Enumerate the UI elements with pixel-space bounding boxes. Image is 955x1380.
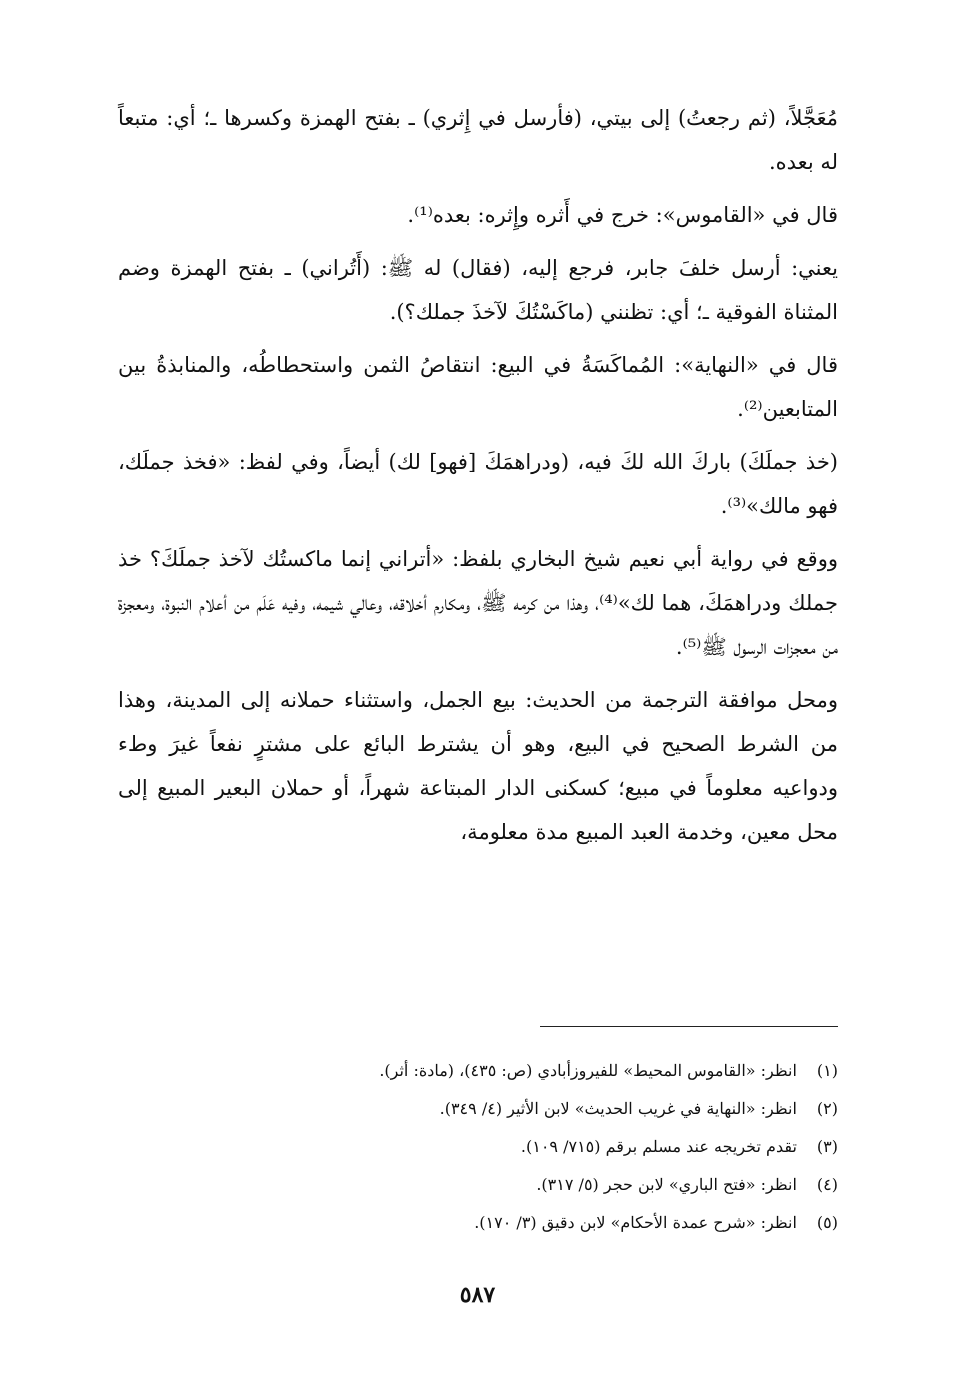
page-number: ٥٨٧ (459, 1282, 496, 1308)
paragraph-2: قال في «القاموس»: خرج في أَثره وإِثره: بعده⁽¹⁾. (407, 203, 838, 227)
footnote-2 (118, 1090, 838, 1128)
footnote-text: انظر: «فتح الباري» لابن حجر (٥/ ٣١٧). (536, 1175, 797, 1194)
paragraph-7: ومحل موافقة الترجمة من الحديث: بيع الجمل، واستثناء حملانه إلى المدينة، وهذا من الشرط الصحيح في البيع، وهو أن يشترط البائع على مشترٍ نفعاً غيرَ وطء ودواعيه معلوماً في مبيع؛ كسكنى الدار المبتاعة شهراً، أو حملان البعير المبيع إلى محل معين، وخدمة العبد المبيع مدة معلومة، (118, 688, 838, 844)
footnote-5 (118, 1204, 838, 1242)
paragraph-5: (خذ جملَكَ) باركَ الله لكَ فيه، (ودراهمَكَ [فهو] لك) أيضاً، وفي لفظ: «فخذ جملَك، فهو مالك»⁽³⁾. (118, 450, 838, 518)
paragraph-6: ووقع في رواية أبي نعيم شيخ البخاري بلفظ: «أتراني إنما ماكستُك لآخذ جملَكَ؟ خذ جملك ودراهمَكَ، هما لك»⁽⁴⁾، وهذا من كرمه ﷺ، ومكارم أخلاقه، وعالي شيمه، وفيه عَلَم من أعلام النبوة، ومعجزة من معجزات الرسول ﷺ⁽⁵⁾. (118, 547, 838, 659)
footnote-divider (540, 1026, 838, 1027)
footnotes-list (118, 1052, 838, 1242)
footnote-3 (118, 1128, 838, 1166)
footnote-text: تقدم تخريجه عند مسلم برقم (٧١٥/ ١٠٩). (520, 1137, 797, 1156)
footnote-1 (118, 1052, 838, 1090)
footnote-text: انظر: «النهاية في غريب الحديث» لابن الأثير (٤/ ٣٤٩). (439, 1099, 797, 1118)
footnote-text: انظر: «القاموس المحيط» للفيروزأبادي (ص: ٤٣٥)، (مادة: أثر). (379, 1061, 797, 1080)
footnote-number: (٣) (816, 1137, 838, 1156)
footnote-4 (118, 1166, 838, 1204)
footnote-number: (٥) (816, 1213, 838, 1232)
footnote-number: (٤) (816, 1175, 838, 1194)
paragraph-1: مُعَجَّلاً، (ثم رجعتُ) إلى بيتي، (فأرسل في إِثري) ـ بفتح الهمزة وكسرها ـ؛ أي: متبعاً له بعده. (118, 106, 838, 174)
main-text (118, 96, 838, 863)
footnote-text: انظر: «شرح عمدة الأحكام» لابن دقيق (٣/ ١٧٠). (474, 1213, 797, 1232)
paragraph-4: قال في «النهاية»: المُماكَسَةُ في البيع: انتقاصُ الثمن واستحطاطُه، والمنابذةُ بين المتابعين⁽²⁾. (118, 353, 838, 421)
paragraph-3: يعني: أرسل خلفَ جابر، فرجع إليه، (فقال) له ﷺ: (أَتُراني) ـ بفتح الهمزة وضم المثناة الفوقية ـ؛ أي: تظنني (ماكَسْتُكَ لآخذَ جملك؟). (118, 256, 838, 324)
footnote-number: (١) (816, 1061, 838, 1080)
footnote-number: (٢) (816, 1099, 838, 1118)
